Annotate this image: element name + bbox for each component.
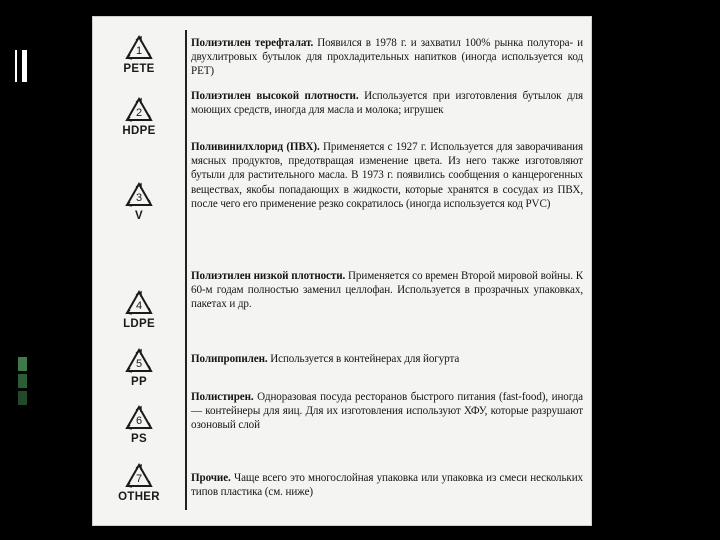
recycle-code-label: HDPE [122, 125, 156, 137]
entry-text: Используется в контейнерах для йогурта [267, 353, 460, 365]
entry-text: Одноразовая посуда ресторанов быстрого питания (fast-food), иногда — контейнеры для яиц. Для их изготовления используют ХФУ, которые разрушают озоновый слой [191, 391, 583, 432]
entry-text: Чаще всего это многослойная упаковка или упаковка из смеси нескольких типов пластика (см. ниже) [191, 472, 583, 499]
entry-pete [191, 36, 583, 79]
recycle-number: 2 [135, 107, 143, 119]
entry-text: Применяется с 1927 г. Используется для заворачивания мясных продуктов, предотвращая изменение цвета. Из него также изготовляют бутыли для растительного масла. В 1973 г. появились сообщения о канцерогенных веществах, якобы попадающих в жидкости, которые хранятся в сосудах из ПВХ, после чего его применение резко сократилось (иногда используется код PVC) [191, 141, 583, 210]
recycle-number: 3 [135, 192, 143, 204]
entry-other [191, 471, 583, 499]
recycling-triangle-icon [124, 462, 154, 490]
entry-text: Применяется со времен Второй мировой войны. К 60-м годам полностью заменил целлофан. Используется в прозрачных упаковках, пакетах и др. [191, 270, 584, 311]
recycling-triangle-icon [124, 289, 154, 317]
recycling-triangle-icon [124, 181, 154, 209]
recycle-number: 1 [135, 45, 143, 57]
recycle-number: 4 [135, 300, 143, 312]
slide-decor-tick [18, 391, 27, 405]
entry-title: Полипропилен. [191, 353, 268, 365]
entry-pp [191, 352, 583, 366]
recycle-code-label: PS [131, 433, 147, 445]
recycle-code-2 [92, 96, 186, 137]
recycling-triangle-icon [124, 404, 154, 432]
recycle-code-label: OTHER [118, 491, 160, 503]
recycling-triangle-icon [124, 96, 154, 124]
entry-ldpe [191, 269, 583, 312]
recycle-number: 6 [135, 415, 143, 427]
recycle-code-4 [92, 289, 186, 330]
recycle-number: 7 [135, 473, 143, 485]
slide-decor-bar [15, 50, 17, 82]
recycle-code-7 [92, 462, 186, 503]
entry-title: Поливинилхлорид (ПВХ). [191, 141, 320, 153]
entry-text: Используется при изготовления бутылок для моющих средств, иногда для масла и молока; игрушек [191, 90, 583, 117]
entry-text: Появился в 1978 г. и захватил 100% рынка полутора- и двухлитровых бутылок для прохладительных напитков (иногда используется код PET) [191, 37, 583, 78]
recycling-triangle-icon [124, 347, 154, 375]
entry-title: Полиэтилен низкой плотности. [191, 270, 346, 282]
scanned-page [92, 16, 592, 526]
recycle-code-label: LDPE [123, 318, 155, 330]
slide-decor-bar [22, 50, 27, 82]
slide-decor-tick [18, 374, 27, 388]
entry-ps [191, 390, 583, 433]
recycle-code-6 [92, 404, 186, 445]
recycle-code-label: V [135, 210, 143, 222]
entry-title: Полиэтилен высокой плотности. [191, 90, 359, 102]
recycling-triangle-icon [124, 34, 154, 62]
recycle-code-label: PP [131, 376, 147, 388]
recycle-code-label: PETE [123, 63, 155, 75]
entry-pvc [191, 140, 583, 211]
entry-title: Полистирен. [191, 391, 254, 403]
recycle-code-3 [92, 181, 186, 222]
entry-title: Прочие. [191, 472, 231, 484]
recycle-code-1 [92, 34, 186, 75]
entry-title: Полиэтилен терефталат. [191, 37, 314, 49]
recycle-code-5 [92, 347, 186, 388]
recycle-number: 5 [135, 358, 143, 370]
slide-decor-tick [18, 357, 27, 371]
entry-hdpe [191, 89, 583, 117]
